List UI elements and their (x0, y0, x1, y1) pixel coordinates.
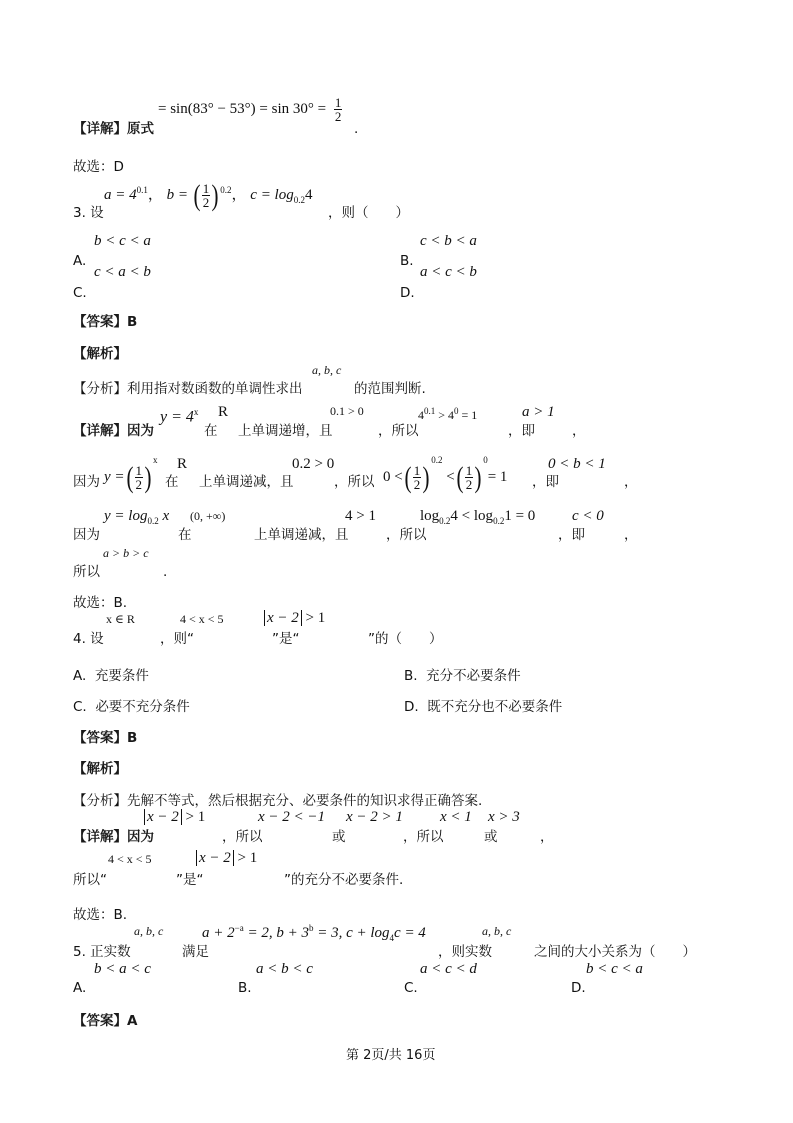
q4-d2-m1: 4 < x < 5 (108, 852, 152, 866)
q4-d2-p2: ”是“ (176, 872, 204, 888)
q4-d1-m4: x < 1 (440, 809, 472, 825)
q4-m1: x ∈ R (106, 612, 135, 626)
q4-d1-p4: ，所以 (403, 829, 444, 845)
q4-d2-m2: x − 2 > 1 (196, 849, 257, 867)
q4-m3: x − 2 > 1 (264, 609, 325, 627)
q4-answer: 【答案】B (73, 730, 138, 746)
q3-analysis-tail: 的范围判断. (354, 381, 426, 397)
detail-label: 【详解】原式 (73, 121, 154, 137)
q3-answer: 【答案】B (73, 314, 138, 330)
q3-l4-p1: 所以 (73, 564, 100, 580)
q3-l2-m5: 0 < b < 1 (548, 456, 606, 472)
q3-l3-m5: c < 0 (572, 508, 604, 524)
q3-option-b-label: B. (400, 253, 414, 269)
q3-l1-p6: ， (572, 423, 586, 439)
q3-l1-m2: R (218, 404, 229, 420)
q3-l3-m3: 4 > 1 (345, 508, 376, 524)
one-half-fraction: $\frac{1}{2}$ (334, 95, 342, 124)
q3-jiexi: 【解析】 (73, 346, 127, 362)
q3-ask: ，则（ ） (328, 205, 409, 221)
q3-l2-p4: ，所以 (334, 474, 375, 490)
q3-l3-m1: $y = \log_{0.2} x$ (104, 508, 170, 526)
q5-p1: 满足 (182, 944, 209, 960)
q3-l3-m4: $\log_{0.2}4 < \log_{0.2}1 = 0$ (420, 508, 536, 526)
q3-conditions: $a = 4^{0.1}$， b = ( $\frac{1}{2}$ ) $^{0.2}$， $c = \log_{0.2}4$ (104, 178, 313, 212)
q4-d1-p5: 或 (484, 829, 498, 845)
q5-option-c-label: C. (404, 980, 418, 996)
q3-l4-m1: a > b > c (103, 546, 149, 560)
top-equation: = sin(83° − 53°) = sin 30° = $\frac{1}{2}$ (158, 95, 342, 124)
q4-option-b: B. 充分不必要条件 (404, 668, 521, 684)
q4-d1-p6: ， (540, 829, 554, 845)
q3-l3-p4: ，所以 (386, 527, 427, 543)
q3-l1-m3: 0.1 > 0 (330, 404, 364, 418)
q5-p3: 之间的大小关系为（ ） (534, 944, 696, 960)
q4-jiexi: 【解析】 (73, 761, 127, 777)
q4-number: 4. 设 (73, 631, 104, 647)
q3-l4-p2: . (163, 564, 168, 580)
q3-l2-m4: 0 <( $\frac{1}{2}$ )$^{0.2}$ <( $\frac{1}{2}$ )$^0$= 1 (383, 455, 508, 494)
q4-d1-p2: ，所以 (222, 829, 263, 845)
q5-p2: ，则实数 (438, 944, 492, 960)
period: . (354, 121, 359, 137)
q5-answer: 【答案】A (73, 1013, 138, 1029)
q3-option-d-math: a < c < b (420, 264, 477, 280)
q4-p1: ，则“ (160, 631, 194, 647)
q3-number: 3. 设 (73, 205, 104, 221)
q4-m2: 4 < x < 5 (180, 612, 224, 626)
q4-d1-p3: 或 (332, 829, 346, 845)
q3-l1-p5: ，即 (508, 423, 535, 439)
q3-option-b-math: c < b < a (420, 233, 477, 249)
q3-l3-p6: ， (624, 527, 638, 543)
q4-d1-m5: x > 3 (488, 809, 520, 825)
q4-p3: ”的（ ） (368, 631, 443, 647)
q3-l3-p3: 上单调递减，且 (254, 527, 349, 543)
q5-option-b-label: B. (238, 980, 252, 996)
q3-option-a-math: b < c < a (94, 233, 151, 249)
q3-l2-p1: 因为 (73, 474, 100, 490)
q4-p2: ”是“ (272, 631, 300, 647)
q3-l2-p3: 上单调递减，且 (199, 474, 294, 490)
q3-l1-p3: 上单调递增，且 (238, 423, 333, 439)
q5-option-d-label: D. (571, 980, 586, 996)
q4-option-d: D. 既不充分也不必要条件 (404, 699, 563, 715)
q5-m2: $a + 2^{-a} = 2$, $b + 3^b = 3$, $c + \log_4c = 4$ (202, 923, 426, 943)
q4-d2-p3: ”的充分不必要条件. (284, 872, 404, 888)
q4-select: 故选：B. (73, 907, 128, 923)
q3-option-d-label: D. (400, 285, 415, 301)
q5-number: 5. 正实数 (73, 944, 131, 960)
q3-l2-func: y =( $\frac{1}{2}$ )$^x$ (104, 455, 158, 494)
q3-l2-m3: 0.2 > 0 (292, 456, 335, 472)
q3-option-a-label: A. (73, 253, 87, 269)
q3-l2-p5: ，即 (532, 474, 559, 490)
q4-option-c: C. 必要不充分条件 (73, 699, 190, 715)
q3-option-c-math: c < a < b (94, 264, 151, 280)
q3-l2-p6: ， (624, 474, 638, 490)
q5-option-a-math: b < a < c (94, 961, 151, 977)
q3-l2-m2: R (177, 456, 188, 472)
q4-d2-p1: 所以“ (73, 872, 107, 888)
q3-l3-p2: 在 (178, 527, 192, 543)
q3-l1-m5: a > 1 (522, 404, 555, 420)
q3-l1-m4: $4^{0.1} > 4^0 = 1$ (418, 406, 478, 422)
q5-option-a-label: A. (73, 980, 87, 996)
q4-d1-p1: 【详解】因为 (73, 829, 154, 845)
q4-d1-m2: x − 2 < −1 (258, 809, 326, 825)
q5-option-b-math: a < b < c (256, 961, 313, 977)
q5-option-c-math: a < c < d (420, 961, 477, 977)
q3-l3-p1: 因为 (73, 527, 100, 543)
page-footer: 第 2页/共 16页 (346, 1048, 436, 1063)
answer-select-d: 故选：D (73, 159, 124, 175)
q3-l3-p5: ，即 (558, 527, 585, 543)
q3-analysis-math: a, b, c (312, 363, 342, 377)
q3-l1-p2: 在 (204, 423, 218, 439)
q5-option-d-math: b < c < a (586, 961, 643, 977)
q3-analysis: 【分析】利用指对数函数的单调性求出 (73, 381, 303, 397)
q3-l1-p1: 【详解】因为 (73, 423, 154, 439)
q5-m3: a, b, c (482, 924, 512, 938)
q4-d1-m3: x − 2 > 1 (346, 809, 403, 825)
q4-analysis: 【分析】先解不等式，然后根据充分、必要条件的知识求得正确答案. (73, 793, 483, 809)
q3-l3-m2: (0, +∞) (190, 509, 226, 523)
q5-m1: a, b, c (134, 924, 164, 938)
q3-l1-m1: $y = 4^x$ (160, 407, 199, 426)
q3-l2-p2: 在 (165, 474, 179, 490)
q3-select: 故选：B. (73, 595, 128, 611)
q3-option-c-label: C. (73, 285, 87, 301)
q4-d1-m1: x − 2 > 1 (144, 808, 205, 826)
q3-l1-p4: ，所以 (378, 423, 419, 439)
q4-option-a: A. 充要条件 (73, 668, 149, 684)
